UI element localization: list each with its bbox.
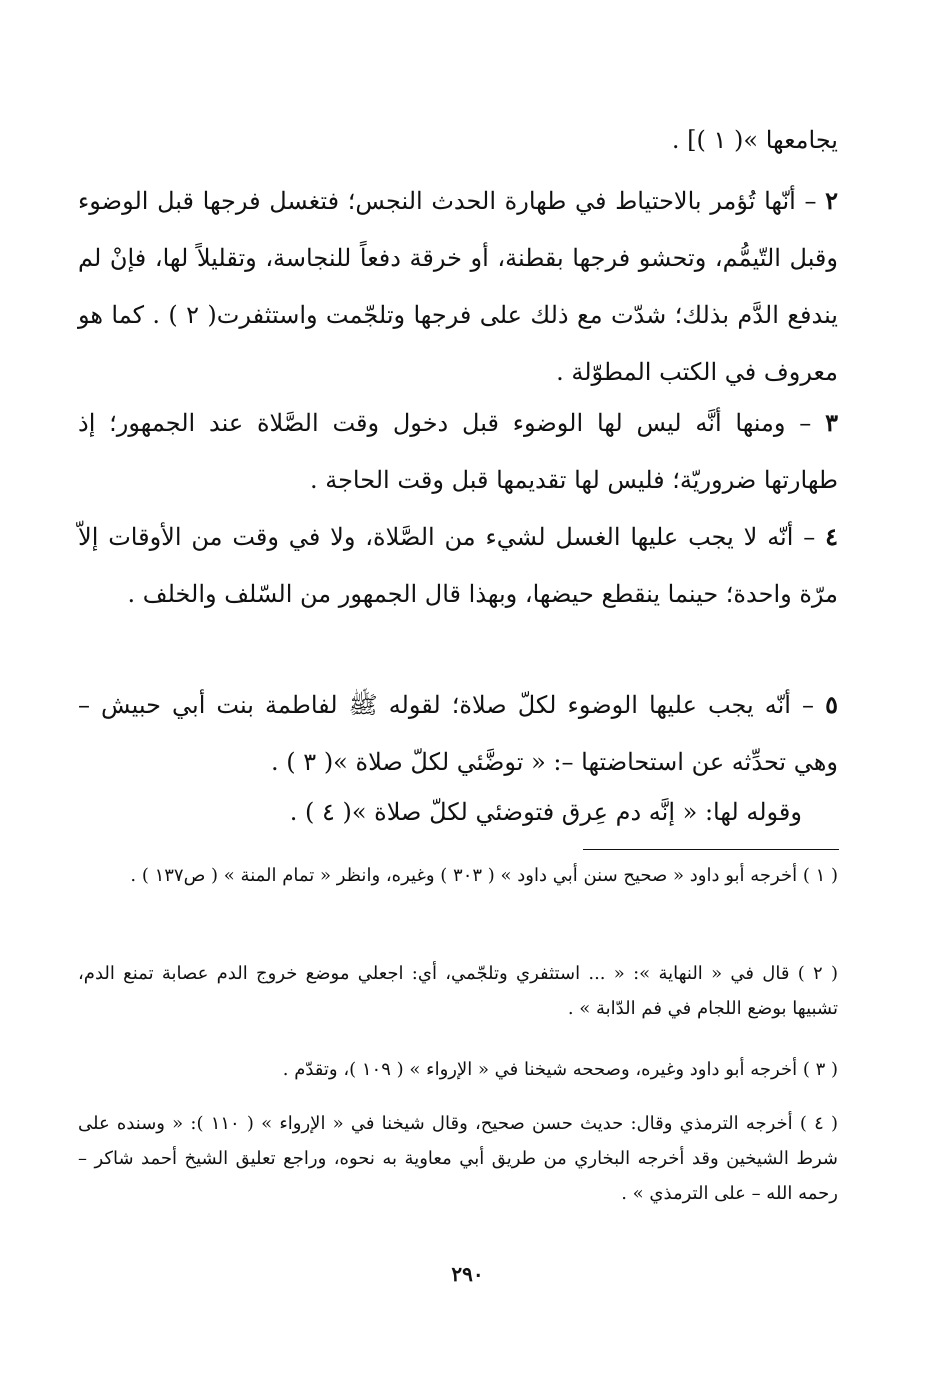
paragraph-quote: [78, 784, 838, 841]
item-number: ٤: [825, 522, 838, 551]
item-number: ٣: [825, 408, 838, 437]
paragraph-item-4: [78, 508, 838, 623]
page-number: ٢٩٠: [451, 1262, 484, 1286]
paragraph-text: – أنّها تُؤمر بالاحتياط في طهارة الحدث النجس؛ فتغسل فرجها قبل الوضوء وقبل التّيمُّم، وتحشو فرجها بقطنة، أو خرقة دفعاً للنجاسة، وتقليلاً لها، فإنْ لم يندفع الدَّم بذلك؛ شدّت مع ذلك على فرجها وتلجّمت واستثفرت( ٢ ) . كما هو معروف في الكتب المطوّلة .: [78, 187, 838, 386]
paragraph-text: وقوله لها: « إنَّه دم عِرق فتوضئي لكلّ صلاة »( ٤ ) .: [289, 798, 802, 826]
footnote-1: [78, 858, 838, 893]
footnote-text: ( ١ ) أخرجه أبو داود « صحيح سنن أبي داود » ( ٣٠٣ ) وغيره، وانظر « تمام المنة » ( ص١٣٧ ) .: [130, 865, 838, 886]
footnote-3: [78, 1052, 838, 1087]
paragraph-text: – ومنها أنَّه ليس لها الوضوء قبل دخول وقت الصَّلاة عند الجمهور؛ إذ طهارتها ضروريّة؛ فليس لها تقديمها قبل وقت الحاجة .: [78, 409, 838, 494]
footnote-4: [78, 1106, 838, 1211]
item-number: ٢: [825, 186, 838, 215]
item-number: ٥: [825, 690, 838, 719]
paragraph-text: يجامعها »( ١ )] .: [671, 126, 838, 154]
paragraph-text: – أنّه لا يجب عليها الغسل لشيء من الصَّلاة، ولا في وقت من الأوقات إلاّ مرّة واحدة؛ حينما ينقطع حيضها، وبهذا قال الجمهور من السّلف والخلف .: [78, 523, 838, 608]
paragraph-item-2: [78, 172, 838, 401]
footnote-divider: [583, 849, 839, 850]
paragraph-continuation: [78, 112, 838, 169]
footnote-text: ( ٣ ) أخرجه أبو داود وغيره، وصححه شيخنا في « الإرواء » ( ١٠٩ )، وتقدّم .: [282, 1059, 838, 1080]
paragraph-item-3: [78, 394, 838, 509]
footnote-text: ( ٢ ) قال في « النهاية »: « ... استثفري وتلجّمي، أي: اجعلي موضع خروج الدم عصابة تمنع الدم، تشبيها بوضع اللجام في فم الدّابة » .: [78, 963, 838, 1019]
paragraph-item-5: [78, 676, 838, 791]
paragraph-text: – أنّه يجب عليها الوضوء لكلّ صلاة؛ لقوله ﷺ لفاطمة بنت أبي حبيش – وهي تحدِّثه عن استحاضتها –: « توضَّئي لكلّ صلاة »( ٣ ) .: [78, 691, 838, 776]
footnote-2: [78, 956, 838, 1026]
footnote-text: ( ٤ ) أخرجه الترمذي وقال: حديث حسن صحيح، وقال شيخنا في « الإرواء » ( ١١٠ ): « وسنده على شرط الشيخين وقد أخرجه البخاري من طريق أبي معاوية به نحوه، وراجع تعليق الشيخ أحمد شاكر – رحمه الله – على الترمذي » .: [78, 1113, 838, 1204]
